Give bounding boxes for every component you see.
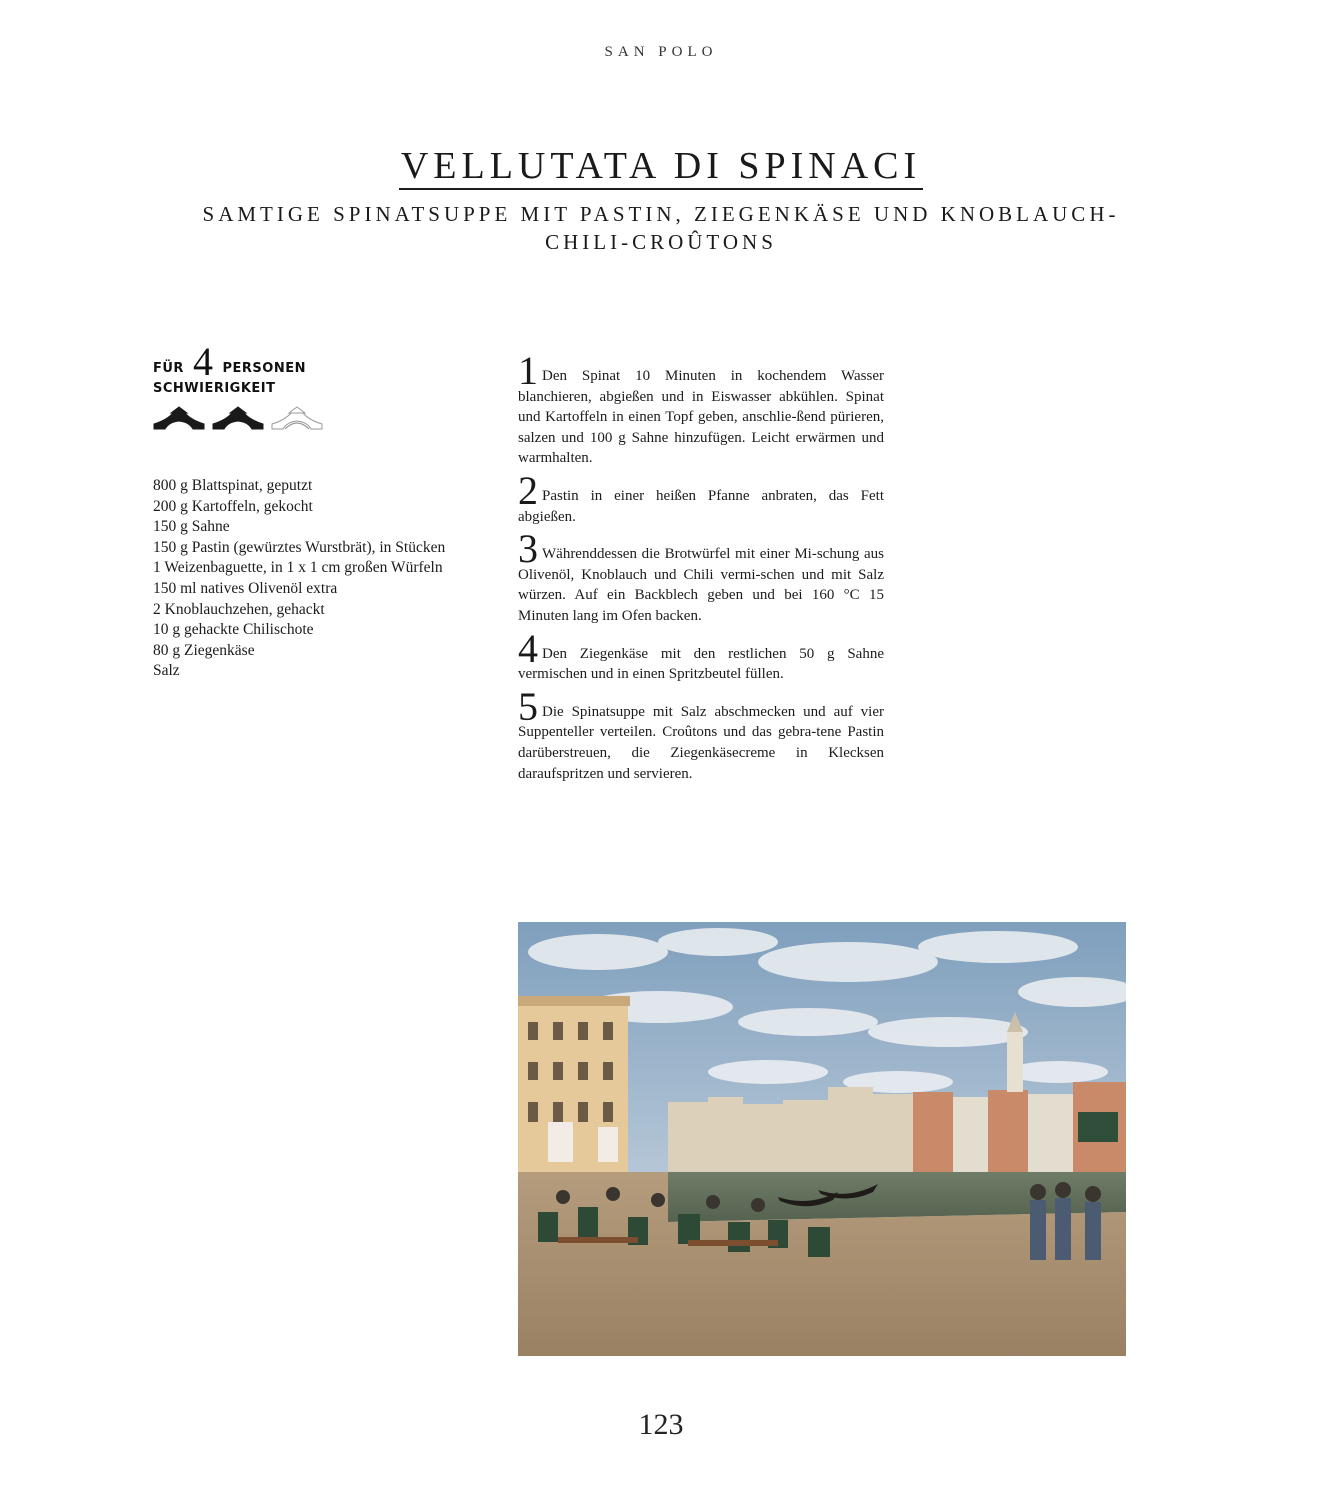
step-5	[518, 683, 884, 784]
servings-prefix: FÜR	[153, 361, 184, 376]
servings-suffix: PERSONEN	[222, 361, 306, 376]
running-head: SAN POLO	[604, 44, 718, 60]
ingredient-item: 2 Knoblauchzehen, gehackt	[153, 600, 325, 618]
ingredient-item: 150 g Sahne	[153, 518, 230, 536]
step-number: 5	[518, 683, 538, 729]
page-number: 123	[638, 1408, 684, 1441]
venice-photo	[518, 922, 1126, 1356]
step-3	[518, 526, 884, 626]
step-1	[518, 348, 884, 469]
recipe-subtitle: SAMTIGE SPINATSUPPE MIT PASTIN, ZIEGENKÄSE UND KNOBLAUCH-CHILI-CROÛTONS	[202, 202, 1120, 254]
step-4	[518, 625, 884, 685]
servings-number: 4	[192, 339, 214, 384]
recipe-meta	[153, 339, 473, 431]
step-number: 2	[518, 467, 538, 513]
rialto-bridge-icon	[153, 405, 205, 431]
ingredient-item: 150 ml natives Olivenöl extra	[153, 579, 338, 597]
difficulty-rating	[153, 405, 473, 431]
ingredient-item: 1 Weizenbaguette, in 1 x 1 cm großen Würfeln	[153, 559, 443, 577]
title-wrap	[0, 146, 1322, 190]
servings	[153, 339, 473, 384]
step-number: 4	[518, 625, 538, 671]
step-text: Den Spinat 10 Minuten in kochendem Wasser blanchieren, abgießen und in Eiswasser abkühlen. Spinat und Kartoffeln in einen Topf geben, anschlie-ßend pürieren, salzen und 100 g Sahne hinzufügen. Leicht erwärmen und warmhalten.	[518, 368, 884, 467]
step-number: 3	[518, 526, 538, 572]
ingredient-item: 80 g Ziegenkäse	[153, 641, 255, 659]
ingredient-item: 800 g Blattspinat, geputzt	[153, 477, 313, 494]
venice-canal-illustration	[518, 922, 1126, 1356]
ingredient-item: 200 g Kartoffeln, gekocht	[153, 497, 313, 515]
ingredient-item: 10 g gehackte Chilischote	[153, 621, 314, 639]
difficulty-label: SCHWIERIGKEIT	[153, 381, 276, 396]
step-text: Die Spinatsuppe mit Salz abschmecken und auf vier Suppenteller verteilen. Croûtons und das gebra-tene Pastin darüberstreuen, die Ziegenkäsecreme in Klecksen daraufspritzen und servieren.	[518, 703, 884, 782]
ingredient-list	[153, 476, 483, 682]
ingredient-item: Salz	[153, 662, 180, 680]
rialto-bridge-icon	[271, 405, 323, 431]
step-list	[518, 348, 884, 791]
ingredient-item: 150 g Pastin (gewürztes Wurstbrät), in Stücken	[153, 538, 446, 556]
rialto-bridge-icon	[212, 405, 264, 431]
step-2	[518, 467, 884, 527]
step-text: Pastin in einer heißen Pfanne anbraten, das Fett abgießen.	[518, 487, 884, 525]
step-text: Währenddessen die Brotwürfel mit einer Mi-schung aus Olivenöl, Knoblauch und Chili vermi-schen und mit Salz würzen. Auf ein Backblech geben und bei 160 °C 15 Minuten lang im Ofen backen.	[518, 546, 884, 624]
step-text: Den Ziegenkäse mit den restlichen 50 g Sahne vermischen und in einen Spritzbeutel füllen.	[518, 645, 884, 683]
recipe-title: VELLUTATA DI SPINACI	[399, 146, 923, 190]
step-number: 1	[518, 348, 538, 393]
